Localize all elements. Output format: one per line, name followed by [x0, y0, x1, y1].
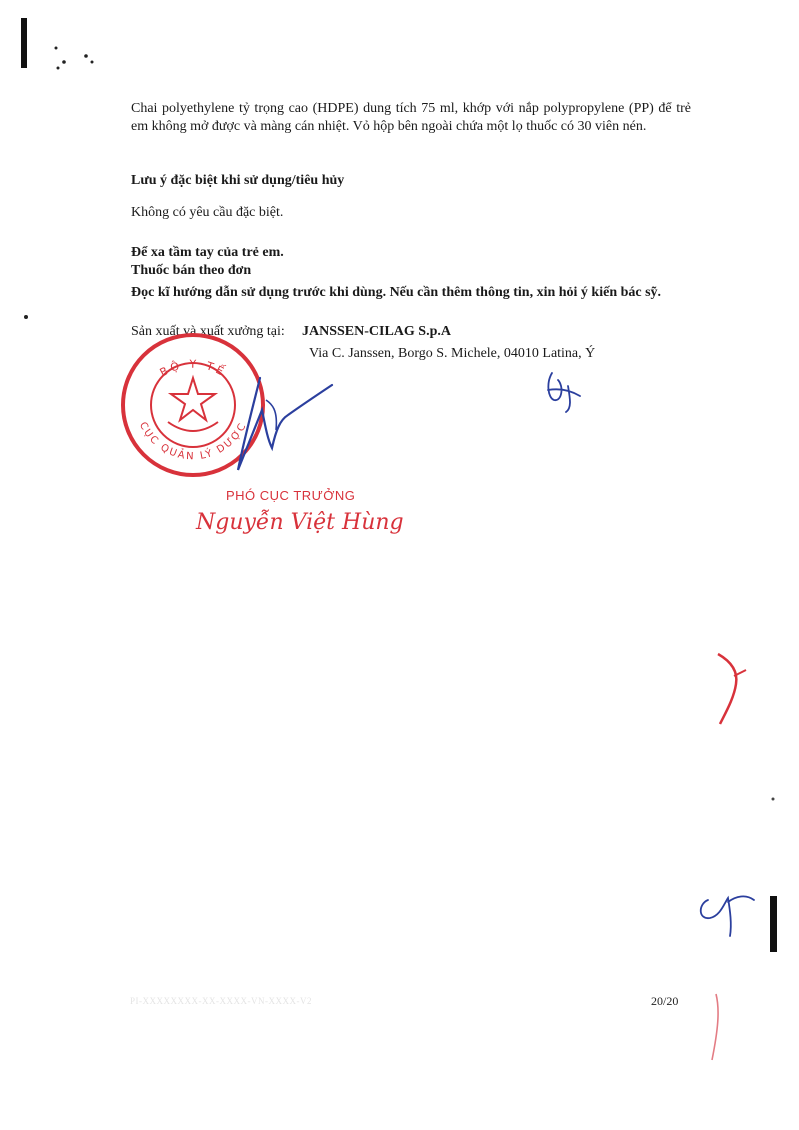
manufacturer-label: Sản xuất và xuất xưởng tại: — [131, 324, 285, 339]
packaging-paragraph: Chai polyethylene tỷ trọng cao (HDPE) dung tích 75 ml, khớp với nắp polypropylene (PP) để trẻ em không mở được và màng cán nhiệt. Vỏ hộp bên ngoài chứa một lọ thuốc có 30 viên nén. — [131, 101, 691, 134]
svg-text:BỘ Y TẾ: BỘ Y TẾ — [157, 357, 229, 380]
margin-blue-initials — [690, 880, 760, 940]
director-signature — [232, 370, 342, 480]
warning-read-instructions: Đọc kĩ hướng dẫn sử dụng trước khi dùng. Nếu cần thêm thông tin, xin hỏi ý kiến bác sỹ. — [131, 285, 662, 300]
scan-edge-bar — [768, 896, 780, 956]
manufacturer-address: Via C. Janssen, Borgo S. Michele, 04010 Latina, Ý — [309, 346, 596, 361]
special-heading: Lưu ý đặc biệt khi sử dụng/tiêu hủy — [131, 173, 345, 188]
page-number: 20/20 — [651, 994, 679, 1008]
initials-signature — [540, 368, 590, 418]
scan-dot-right — [770, 796, 776, 802]
scan-artifact-marks — [18, 18, 108, 78]
manufacturer-name: JANSSEN-CILAG S.p.A — [302, 324, 451, 339]
warning-children: Để xa tầm tay của trẻ em. — [131, 245, 284, 260]
special-text: Không có yêu cầu đặc biệt. — [131, 205, 284, 220]
signer-title: PHÓ CỤC TRƯỞNG — [226, 488, 356, 503]
scan-dot — [22, 313, 30, 321]
signer-name: Nguyễn Việt Hùng — [196, 510, 404, 535]
svg-text:CỤC QUẢN LÝ DƯỢC: CỤC QUẢN LÝ DƯỢC — [136, 420, 250, 463]
margin-red-mark — [712, 650, 752, 730]
warning-prescription: Thuốc bán theo đơn — [131, 263, 252, 278]
footer-reference: PI-XXXXXXXX-XX-XXXX-VN-XXXX-V2 — [130, 996, 312, 1006]
margin-red-stroke — [706, 990, 726, 1070]
